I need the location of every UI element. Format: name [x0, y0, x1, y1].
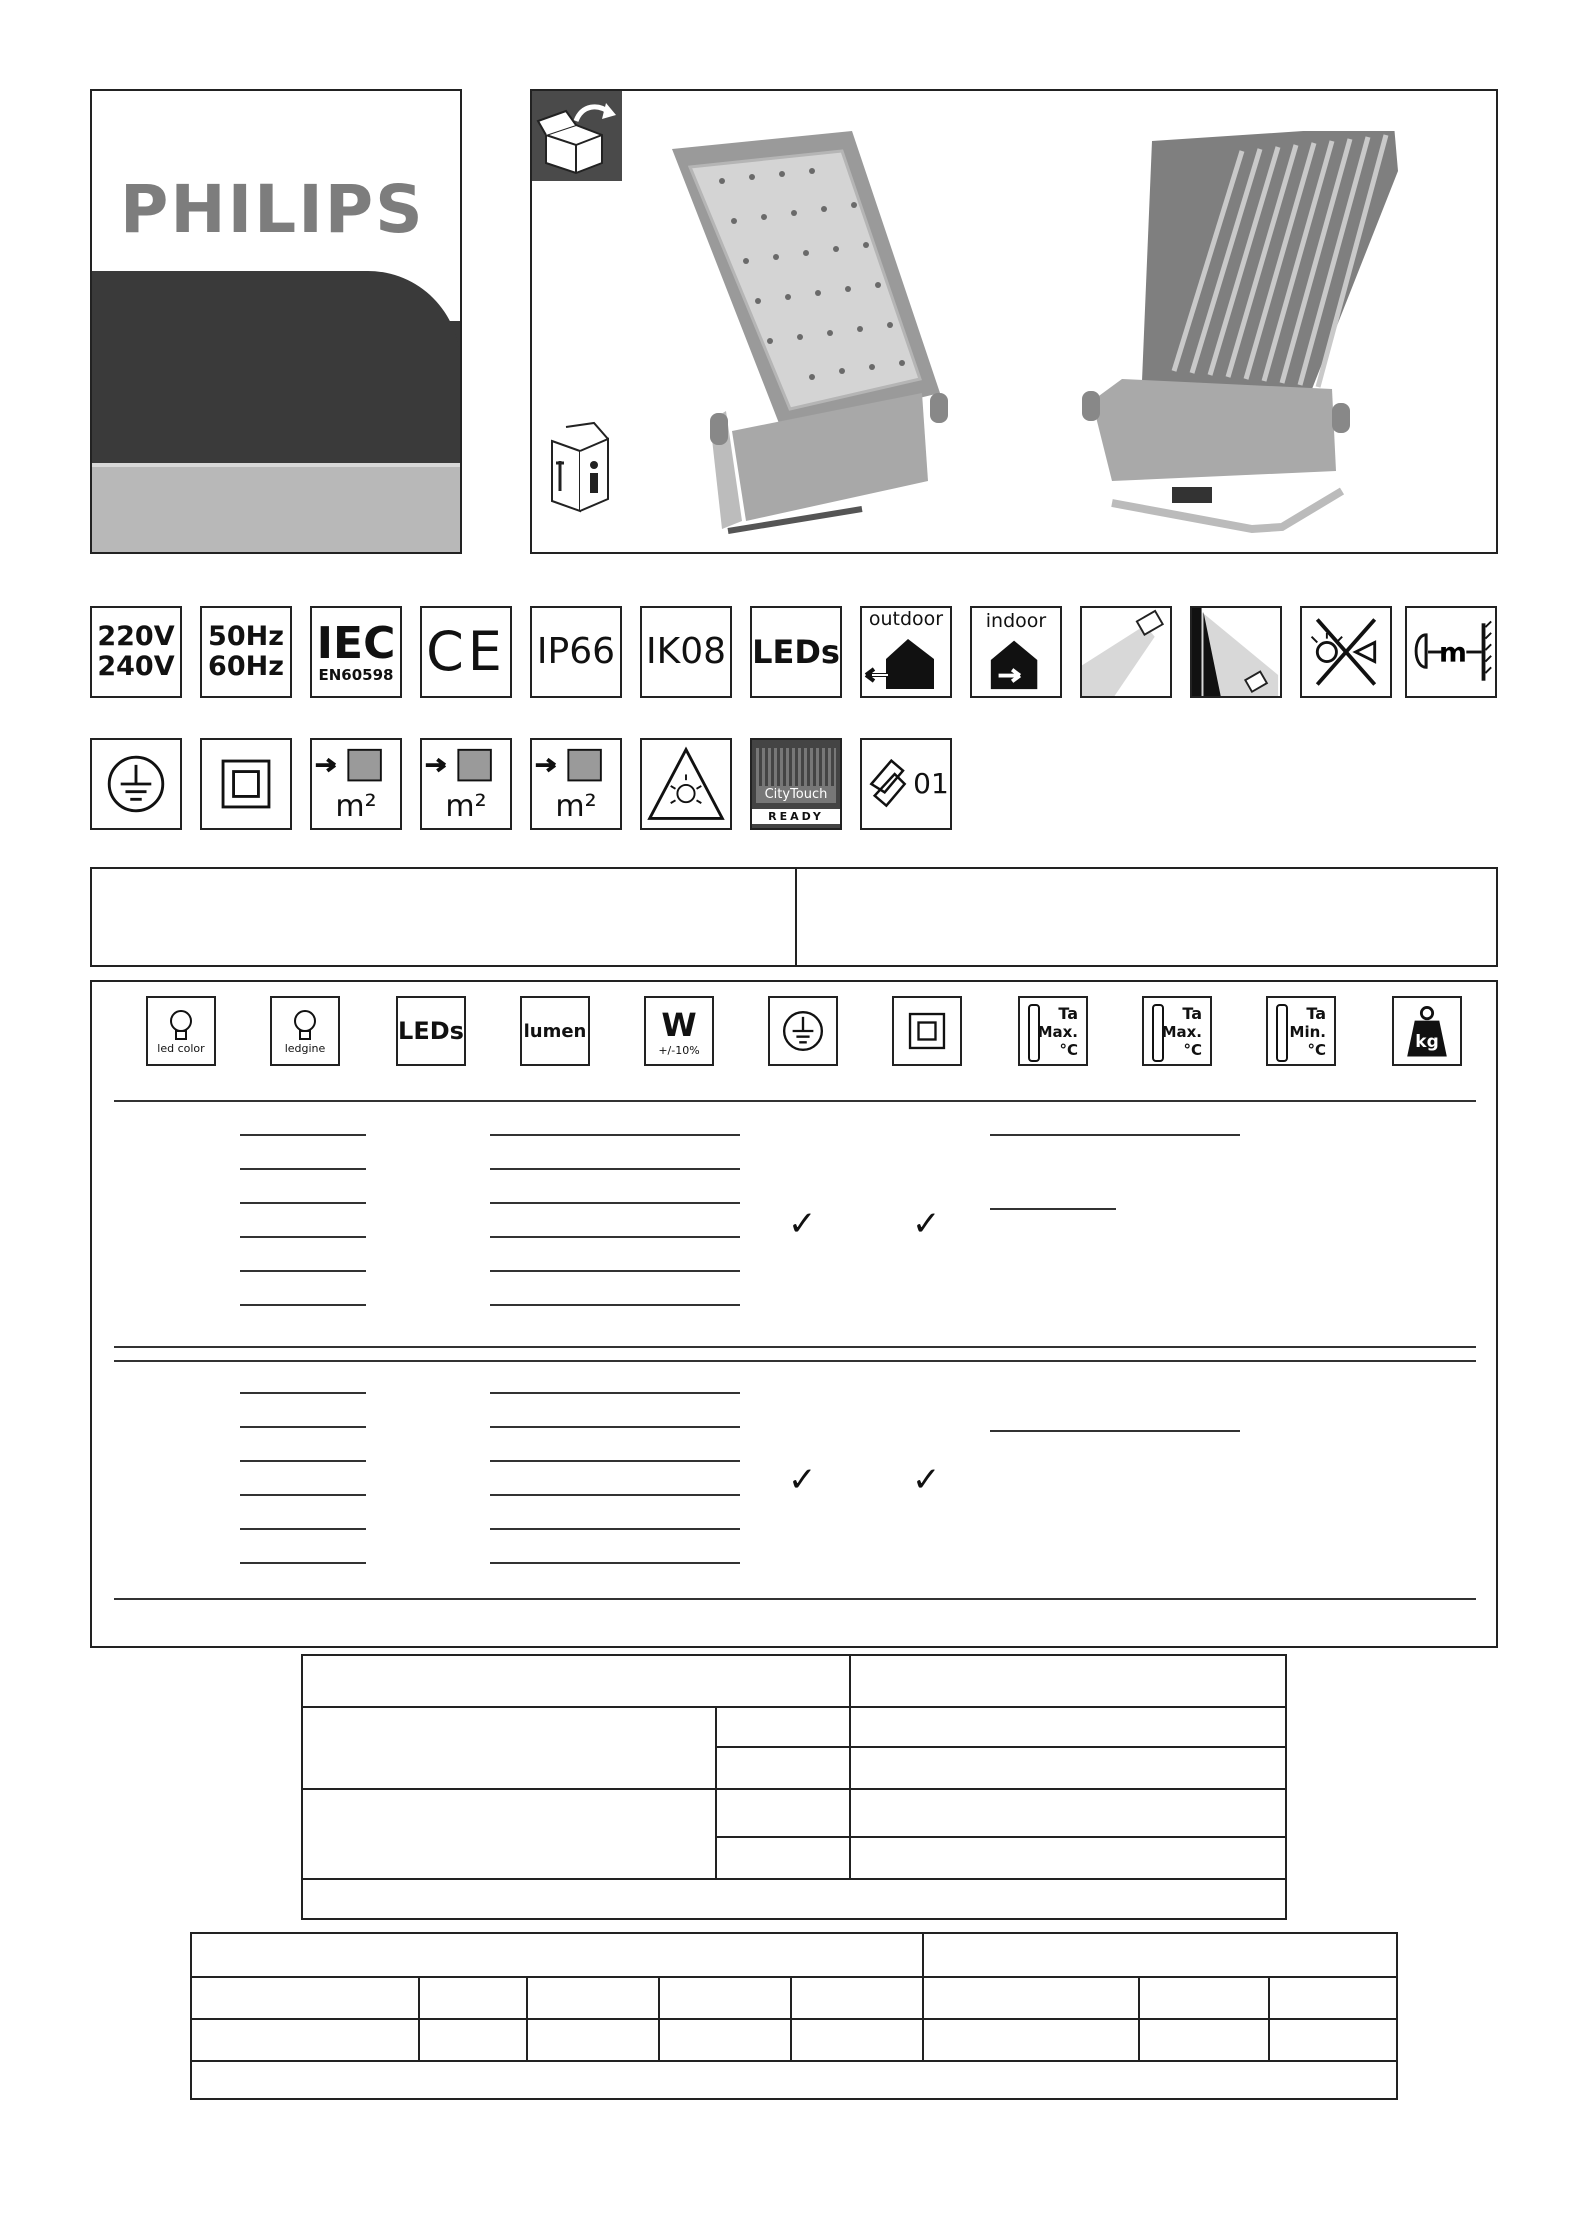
- blank-line: [490, 1202, 740, 1204]
- blank-line: [490, 1460, 740, 1462]
- order-info-table: [301, 1654, 1287, 1920]
- blank-line: [240, 1168, 366, 1170]
- led-color-header-icon: led color: [146, 996, 216, 1066]
- group-divider-top: [114, 1346, 1476, 1348]
- svg-text:kg: kg: [1415, 1032, 1439, 1053]
- header-rule: [114, 1100, 1476, 1102]
- minimum-distance-icon: [1405, 606, 1497, 698]
- earth-header-icon: [768, 996, 838, 1066]
- blank-line: [240, 1236, 366, 1238]
- blank-line: [240, 1426, 366, 1428]
- class2-check-mark: ✓: [912, 1460, 941, 1500]
- blank-line: [240, 1460, 366, 1462]
- uv-light-warning-icon: [640, 738, 732, 830]
- ta-max-header-icon-1: Ta Max. °C: [1018, 996, 1088, 1066]
- blank-line: [240, 1494, 366, 1496]
- blank-line: [490, 1168, 740, 1170]
- ta-max-header-icon-2: Ta Max. °C: [1142, 996, 1212, 1066]
- blank-line: [240, 1528, 366, 1530]
- earth-check-mark: ✓: [788, 1204, 817, 1244]
- blank-line: [490, 1134, 740, 1136]
- class2-check-mark: ✓: [912, 1204, 941, 1244]
- indoor-symbol: indoor: [970, 606, 1062, 698]
- ledgine-header-icon: ledgine: [270, 996, 340, 1066]
- blank-line: [240, 1392, 366, 1394]
- blank-line: [240, 1304, 366, 1306]
- house-arrow-out-icon: [862, 629, 950, 691]
- eac-logo-icon: [863, 744, 913, 824]
- blank-line: [490, 1562, 740, 1564]
- m2-area-symbol-c: m²: [530, 738, 622, 830]
- blank-line: [990, 1134, 1240, 1136]
- frequency-symbol: 50Hz 60Hz: [200, 606, 292, 698]
- blank-line: [240, 1134, 366, 1136]
- blank-line: [490, 1528, 740, 1530]
- blank-line: [240, 1270, 366, 1272]
- table-footer-rule: [114, 1598, 1476, 1600]
- blank-line: [990, 1208, 1116, 1210]
- citytouch-ready-badge: CityTouch READY: [750, 738, 842, 830]
- blank-line: [990, 1430, 1240, 1432]
- arrow-square-icon: [312, 744, 400, 792]
- brand-wordmark: PHILIPS: [120, 171, 425, 248]
- outdoor-symbol: outdoor: [860, 606, 952, 698]
- group-divider-bottom: [114, 1360, 1476, 1362]
- lumen-header-icon: lumen: [520, 996, 590, 1066]
- house-arrow-in-icon: [972, 631, 1060, 691]
- blank-line: [490, 1392, 740, 1394]
- voltage-symbol: 220V 240V: [90, 606, 182, 698]
- blank-line: [240, 1202, 366, 1204]
- no-hot-lamp-contact-icon: [1300, 606, 1392, 698]
- floodlight-back-image: [1052, 131, 1472, 541]
- class2-double-square-icon: [200, 738, 292, 830]
- eac-mark-symbol: 01: [860, 738, 952, 830]
- product-title-box: [90, 867, 1498, 967]
- blank-line: [490, 1426, 740, 1428]
- blank-line: [490, 1494, 740, 1496]
- floodlight-front-image: [662, 131, 962, 541]
- specification-table: [90, 980, 1498, 1648]
- leds-header-icon: LEDs: [396, 996, 466, 1066]
- product-image-panel: [530, 89, 1498, 554]
- class2-header-icon: [892, 996, 962, 1066]
- earth-check-mark: ✓: [788, 1460, 817, 1500]
- ik08-symbol: IK08: [640, 606, 732, 698]
- packaging-table: [190, 1932, 1398, 2100]
- blank-line: [240, 1562, 366, 1564]
- unpack-box-icon: [532, 91, 622, 181]
- iec-symbol: IEC EN60598: [310, 606, 402, 698]
- brand-logo-panel: [90, 89, 462, 554]
- arrow-square-icon: [422, 744, 510, 792]
- blank-line: [490, 1270, 740, 1272]
- watt-header-icon: W +/-10%: [644, 996, 714, 1066]
- ta-min-header-icon: Ta Min. °C: [1266, 996, 1336, 1066]
- pole-spotlight-icon: [1190, 606, 1282, 698]
- m2-area-symbol-a: m²: [310, 738, 402, 830]
- spotlight-beam-icon: [1080, 606, 1172, 698]
- svg-text:m: m: [1438, 637, 1467, 669]
- leds-symbol: LEDs: [750, 606, 842, 698]
- arrow-square-icon: [532, 744, 620, 792]
- earth-ground-icon: [90, 738, 182, 830]
- blank-line: [490, 1236, 740, 1238]
- instruction-manual-icon: [546, 421, 618, 513]
- blank-line: [490, 1304, 740, 1306]
- ce-mark-symbol: CE: [420, 606, 512, 698]
- m2-area-symbol-b: m²: [420, 738, 512, 830]
- ip66-symbol: IP66: [530, 606, 622, 698]
- weight-header-icon: [1392, 996, 1462, 1066]
